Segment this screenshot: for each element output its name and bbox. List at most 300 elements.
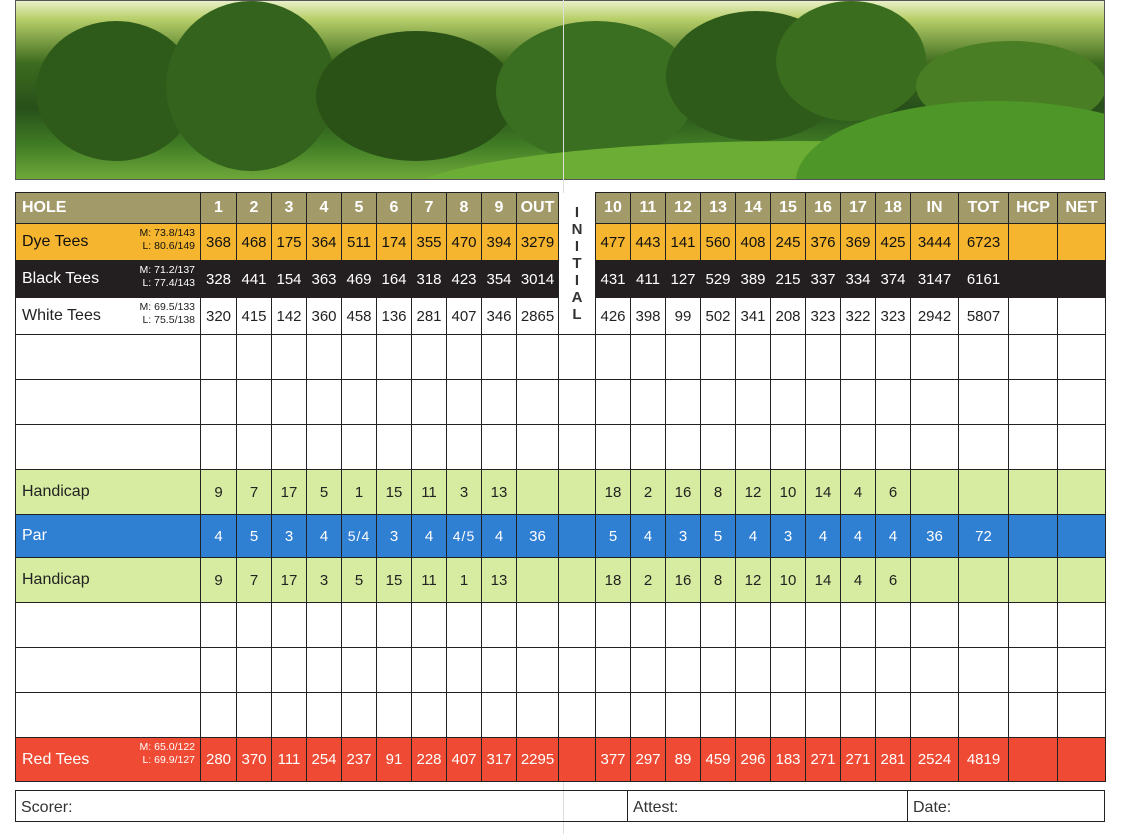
initial-column: [559, 738, 596, 782]
score-cell[interactable]: [596, 603, 631, 648]
score-cell[interactable]: [911, 603, 959, 648]
score-cell[interactable]: [272, 335, 307, 380]
yardage-cell: 3444: [911, 224, 959, 261]
score-cell[interactable]: [237, 693, 272, 738]
course-rating: [140, 227, 195, 253]
score-cell[interactable]: [596, 648, 631, 693]
yardage-cell[interactable]: [1058, 224, 1106, 261]
score-cell[interactable]: [237, 648, 272, 693]
score-cell[interactable]: [841, 335, 876, 380]
score-cell[interactable]: [736, 425, 771, 470]
score-cell[interactable]: [517, 335, 559, 380]
score-cell[interactable]: [911, 335, 959, 380]
par-cell: 4: [201, 515, 237, 558]
yardage-cell: 174: [377, 224, 412, 261]
score-cell[interactable]: [272, 603, 307, 648]
hcp-cell: 16: [666, 470, 701, 515]
score-cell[interactable]: [559, 380, 596, 425]
score-cell[interactable]: [959, 425, 1009, 470]
score-cell[interactable]: [237, 425, 272, 470]
score-cell[interactable]: [806, 335, 841, 380]
score-cell[interactable]: [736, 380, 771, 425]
yardage-cell: 322: [841, 298, 876, 335]
player-name-cell[interactable]: [16, 380, 201, 425]
yardage-cell: 458: [342, 298, 377, 335]
par-cell: 3: [272, 515, 307, 558]
red-cell[interactable]: [1058, 738, 1106, 782]
yardage-cell: 164: [377, 261, 412, 298]
score-cell[interactable]: [307, 380, 342, 425]
score-cell[interactable]: [666, 425, 701, 470]
score-cell[interactable]: [631, 603, 666, 648]
player-name-cell[interactable]: [16, 603, 201, 648]
score-cell[interactable]: [1009, 380, 1058, 425]
red-cell[interactable]: [1009, 738, 1058, 782]
score-cell[interactable]: [272, 425, 307, 470]
score-cell[interactable]: [596, 693, 631, 738]
yardage-cell[interactable]: [1009, 298, 1058, 335]
hcp-cell[interactable]: [911, 558, 959, 603]
hcp-cell: 10: [771, 558, 806, 603]
hcp-cell: 17: [272, 470, 307, 515]
red-cell: 91: [377, 738, 412, 782]
row-label-cell: [16, 515, 201, 558]
score-cell[interactable]: [959, 335, 1009, 380]
hcp-cell[interactable]: [1058, 470, 1106, 515]
hcp-cell: 7: [237, 558, 272, 603]
red-cell: 317: [482, 738, 517, 782]
score-cell[interactable]: [959, 380, 1009, 425]
row-label-cell: [16, 470, 201, 515]
yardage-cell: 215: [771, 261, 806, 298]
score-cell[interactable]: [201, 380, 237, 425]
score-cell[interactable]: [631, 648, 666, 693]
score-cell[interactable]: [447, 335, 482, 380]
score-cell[interactable]: [237, 603, 272, 648]
hcp-cell[interactable]: [959, 470, 1009, 515]
score-cell[interactable]: [666, 603, 701, 648]
score-cell[interactable]: [631, 425, 666, 470]
yardage-cell: 323: [806, 298, 841, 335]
score-cell[interactable]: [412, 380, 447, 425]
yardage-cell: 354: [482, 261, 517, 298]
initial-letter: A: [571, 288, 583, 306]
score-cell[interactable]: [1058, 425, 1106, 470]
score-cell[interactable]: [377, 380, 412, 425]
score-cell[interactable]: [806, 380, 841, 425]
signature-row: [15, 790, 1105, 822]
score-cell[interactable]: [666, 693, 701, 738]
hole-number: 12: [666, 193, 701, 224]
score-cell[interactable]: [806, 648, 841, 693]
score-cell[interactable]: [631, 693, 666, 738]
score-cell[interactable]: [447, 380, 482, 425]
score-cell[interactable]: [876, 425, 911, 470]
yardage-cell: 208: [771, 298, 806, 335]
rating-ladies: L: 80.6/149: [142, 240, 195, 252]
initial-letter: I: [574, 237, 580, 255]
score-cell[interactable]: [307, 693, 342, 738]
row-label: Dye Tees: [22, 233, 89, 250]
yardage-cell: 469: [342, 261, 377, 298]
hcp-row: [16, 558, 1106, 603]
score-cell[interactable]: [559, 693, 596, 738]
hole-number: 11: [631, 193, 666, 224]
yardage-cell: 407: [447, 298, 482, 335]
score-cell[interactable]: [559, 648, 596, 693]
score-cell[interactable]: [201, 648, 237, 693]
hcp-cell: 8: [701, 470, 736, 515]
yardage-cell[interactable]: [1058, 261, 1106, 298]
row-label: Handicap: [22, 483, 90, 500]
red-cell: 297: [631, 738, 666, 782]
hole-number: 3: [272, 193, 307, 224]
score-cell[interactable]: [911, 380, 959, 425]
score-cell[interactable]: [1058, 648, 1106, 693]
score-cell[interactable]: [701, 648, 736, 693]
yardage-cell: 346: [482, 298, 517, 335]
initial-column: [559, 558, 596, 603]
rating-men: M: 69.5/133: [139, 301, 195, 313]
yardage-cell: 341: [736, 298, 771, 335]
yardage-cell: 2942: [911, 298, 959, 335]
row-label: White Tees: [22, 307, 101, 324]
score-cell[interactable]: [237, 380, 272, 425]
score-cell[interactable]: [342, 425, 377, 470]
score-cell[interactable]: [1009, 335, 1058, 380]
score-cell[interactable]: [517, 693, 559, 738]
score-cell[interactable]: [272, 380, 307, 425]
hcp-cell: 6: [876, 470, 911, 515]
yardage-cell: 99: [666, 298, 701, 335]
player-score-row: [16, 425, 1106, 470]
score-cell[interactable]: [771, 335, 806, 380]
player-name-cell[interactable]: [16, 693, 201, 738]
score-cell[interactable]: [377, 603, 412, 648]
yardage-cell: 136: [377, 298, 412, 335]
score-cell[interactable]: [806, 693, 841, 738]
hcp-cell[interactable]: [1009, 470, 1058, 515]
yardage-cell: 175: [272, 224, 307, 261]
score-cell[interactable]: [201, 693, 237, 738]
scorer-field[interactable]: Scorer:: [16, 791, 628, 821]
yardage-cell: 411: [631, 261, 666, 298]
score-cell[interactable]: [1009, 603, 1058, 648]
score-cell[interactable]: [482, 380, 517, 425]
initial-letter: T: [572, 254, 582, 272]
score-cell[interactable]: [1009, 425, 1058, 470]
hcp-cell: 9: [201, 558, 237, 603]
red-cell: 281: [876, 738, 911, 782]
hole-number: 15: [771, 193, 806, 224]
score-cell[interactable]: [959, 603, 1009, 648]
score-cell[interactable]: [666, 380, 701, 425]
yardage-cell: 468: [237, 224, 272, 261]
hcp-cell: 11: [412, 558, 447, 603]
score-cell[interactable]: [517, 425, 559, 470]
course-rating: [140, 301, 195, 327]
score-cell[interactable]: [771, 603, 806, 648]
hcp-cell: [517, 470, 559, 515]
score-cell[interactable]: [201, 335, 237, 380]
score-cell[interactable]: [771, 425, 806, 470]
yardage-cell: 337: [806, 261, 841, 298]
score-cell[interactable]: [447, 648, 482, 693]
hole-number: 6: [377, 193, 412, 224]
score-cell[interactable]: [272, 648, 307, 693]
par-cell: 3: [771, 515, 806, 558]
yardage-cell: 529: [701, 261, 736, 298]
hcp-cell: [517, 558, 559, 603]
yardage-cell: 363: [307, 261, 342, 298]
hcp-cell: 5: [342, 558, 377, 603]
score-cell[interactable]: [517, 380, 559, 425]
score-cell[interactable]: [876, 693, 911, 738]
hcp-cell: 11: [412, 470, 447, 515]
row-label: Black Tees: [22, 270, 100, 287]
score-cell[interactable]: [559, 335, 596, 380]
hcp-cell: 18: [596, 470, 631, 515]
par-cell[interactable]: [1058, 515, 1106, 558]
hole-number: 9: [482, 193, 517, 224]
score-cell[interactable]: [412, 648, 447, 693]
score-cell[interactable]: [806, 603, 841, 648]
yardage-cell: 394: [482, 224, 517, 261]
hcp-cell: 18: [596, 558, 631, 603]
yardage-cell: 441: [237, 261, 272, 298]
score-cell[interactable]: [447, 425, 482, 470]
score-cell[interactable]: [1058, 693, 1106, 738]
yardage-cell: 281: [412, 298, 447, 335]
score-cell[interactable]: [559, 425, 596, 470]
yardage-cell: 398: [631, 298, 666, 335]
score-cell[interactable]: [201, 603, 237, 648]
score-cell[interactable]: [841, 648, 876, 693]
hcp-cell[interactable]: [1009, 558, 1058, 603]
score-cell[interactable]: [377, 693, 412, 738]
score-cell[interactable]: [841, 603, 876, 648]
score-cell[interactable]: [1058, 335, 1106, 380]
score-cell[interactable]: [342, 693, 377, 738]
yardage-cell[interactable]: [1058, 298, 1106, 335]
score-cell[interactable]: [447, 693, 482, 738]
score-cell[interactable]: [559, 603, 596, 648]
score-cell[interactable]: [482, 335, 517, 380]
score-cell[interactable]: [596, 380, 631, 425]
score-cell[interactable]: [482, 693, 517, 738]
score-cell[interactable]: [596, 425, 631, 470]
red-cell: 370: [237, 738, 272, 782]
hole-number: 2: [237, 193, 272, 224]
score-cell[interactable]: [841, 425, 876, 470]
score-cell[interactable]: [517, 603, 559, 648]
hcp-cell: 12: [736, 558, 771, 603]
red-cell: 4819: [959, 738, 1009, 782]
yardage-cell[interactable]: [1009, 261, 1058, 298]
initial-column: [559, 193, 596, 335]
score-cell[interactable]: [201, 425, 237, 470]
hole-number: NET: [1058, 193, 1106, 224]
score-cell[interactable]: [482, 425, 517, 470]
score-cell[interactable]: [841, 693, 876, 738]
hcp-cell: 2: [631, 470, 666, 515]
score-cell[interactable]: [272, 693, 307, 738]
hcp-cell[interactable]: [1058, 558, 1106, 603]
rating-ladies: L: 77.4/143: [142, 277, 195, 289]
yardage-cell: 328: [201, 261, 237, 298]
hcp-cell: 4: [841, 558, 876, 603]
hcp-cell: 16: [666, 558, 701, 603]
yardage-cell: 443: [631, 224, 666, 261]
hole-number: 7: [412, 193, 447, 224]
par-cell[interactable]: [1009, 515, 1058, 558]
score-cell[interactable]: [701, 380, 736, 425]
player-name-cell[interactable]: [16, 335, 201, 380]
score-cell[interactable]: [342, 648, 377, 693]
player-name-cell[interactable]: [16, 425, 201, 470]
hcp-cell: 3: [447, 470, 482, 515]
score-cell[interactable]: [377, 335, 412, 380]
yardage-cell: 426: [596, 298, 631, 335]
score-cell[interactable]: [631, 380, 666, 425]
yardage-cell: 3014: [517, 261, 559, 298]
yardage-cell: 355: [412, 224, 447, 261]
yardage-cell: 408: [736, 224, 771, 261]
score-cell[interactable]: [701, 693, 736, 738]
score-cell[interactable]: [771, 380, 806, 425]
score-cell[interactable]: [307, 425, 342, 470]
row-label-cell: [16, 558, 201, 603]
par-cell: [342, 515, 377, 558]
score-cell[interactable]: [412, 603, 447, 648]
score-cell[interactable]: [876, 380, 911, 425]
score-cell[interactable]: [701, 335, 736, 380]
par-cell: 4: [631, 515, 666, 558]
score-cell[interactable]: [911, 648, 959, 693]
par-cell: 5: [596, 515, 631, 558]
score-cell[interactable]: [876, 335, 911, 380]
score-cell[interactable]: [377, 648, 412, 693]
score-cell[interactable]: [596, 335, 631, 380]
score-cell[interactable]: [237, 335, 272, 380]
yardage-cell: 245: [771, 224, 806, 261]
score-cell[interactable]: [307, 335, 342, 380]
row-label-cell: [16, 738, 201, 782]
score-cell[interactable]: [959, 648, 1009, 693]
row-label: Red Tees: [22, 750, 90, 768]
yardage-cell: 141: [666, 224, 701, 261]
score-cell[interactable]: [1009, 648, 1058, 693]
hcp-cell: 6: [876, 558, 911, 603]
par-cell: 72: [959, 515, 1009, 558]
score-cell[interactable]: [959, 693, 1009, 738]
score-cell[interactable]: [307, 648, 342, 693]
yardage-cell: 560: [701, 224, 736, 261]
score-cell[interactable]: [806, 425, 841, 470]
hcp-cell: 15: [377, 470, 412, 515]
par-cell: 4: [736, 515, 771, 558]
hcp-cell: 10: [771, 470, 806, 515]
score-cell[interactable]: [771, 648, 806, 693]
par-cell: [447, 515, 482, 558]
course-rating: [140, 741, 195, 767]
score-cell[interactable]: [1058, 603, 1106, 648]
score-cell[interactable]: [771, 693, 806, 738]
score-cell[interactable]: [911, 425, 959, 470]
yardage-cell: 389: [736, 261, 771, 298]
yardage-cell: 502: [701, 298, 736, 335]
hcp-cell: 13: [482, 558, 517, 603]
red-cell: 254: [307, 738, 342, 782]
yardage-cell: 318: [412, 261, 447, 298]
hole-number: 10: [596, 193, 631, 224]
score-cell[interactable]: [736, 648, 771, 693]
score-cell[interactable]: [876, 603, 911, 648]
yardage-cell: 5807: [959, 298, 1009, 335]
par-cell: 4: [307, 515, 342, 558]
hcp-cell: 5: [307, 470, 342, 515]
rating-ladies: L: 75.5/138: [142, 314, 195, 326]
score-cell[interactable]: [911, 693, 959, 738]
score-cell[interactable]: [1009, 693, 1058, 738]
score-cell[interactable]: [342, 380, 377, 425]
rating-ladies: L: 69.9/127: [142, 754, 195, 766]
score-cell[interactable]: [666, 648, 701, 693]
score-cell[interactable]: [447, 603, 482, 648]
yardage-cell[interactable]: [1009, 224, 1058, 261]
hcp-cell: 9: [201, 470, 237, 515]
score-cell[interactable]: [517, 648, 559, 693]
hcp-cell[interactable]: [911, 470, 959, 515]
yardage-cell: 374: [876, 261, 911, 298]
score-cell[interactable]: [482, 648, 517, 693]
score-cell[interactable]: [876, 648, 911, 693]
player-name-cell[interactable]: [16, 648, 201, 693]
score-cell[interactable]: [666, 335, 701, 380]
score-cell[interactable]: [701, 425, 736, 470]
yardage-cell: 369: [841, 224, 876, 261]
hole-number: 8: [447, 193, 482, 224]
score-cell[interactable]: [841, 380, 876, 425]
date-field[interactable]: Date:: [913, 799, 952, 816]
score-cell[interactable]: [412, 425, 447, 470]
yardage-cell: 423: [447, 261, 482, 298]
hcp-cell: 7: [237, 470, 272, 515]
par-cell: 3: [666, 515, 701, 558]
score-cell[interactable]: [736, 335, 771, 380]
score-cell[interactable]: [307, 603, 342, 648]
score-cell[interactable]: [377, 425, 412, 470]
attest-field[interactable]: Attest:: [628, 791, 908, 821]
score-cell[interactable]: [412, 335, 447, 380]
score-cell[interactable]: [631, 335, 666, 380]
score-cell[interactable]: [342, 603, 377, 648]
hole-number: 5: [342, 193, 377, 224]
score-cell[interactable]: [412, 693, 447, 738]
score-cell[interactable]: [736, 693, 771, 738]
tee-label: [16, 224, 201, 261]
hcp-cell[interactable]: [959, 558, 1009, 603]
yardage-cell: 360: [307, 298, 342, 335]
score-cell[interactable]: [736, 603, 771, 648]
score-cell[interactable]: [342, 335, 377, 380]
score-cell[interactable]: [482, 603, 517, 648]
score-cell[interactable]: [1058, 380, 1106, 425]
yardage-cell: 470: [447, 224, 482, 261]
row-label: Par: [22, 527, 47, 544]
score-cell[interactable]: [701, 603, 736, 648]
rating-men: M: 73.8/143: [139, 227, 195, 239]
